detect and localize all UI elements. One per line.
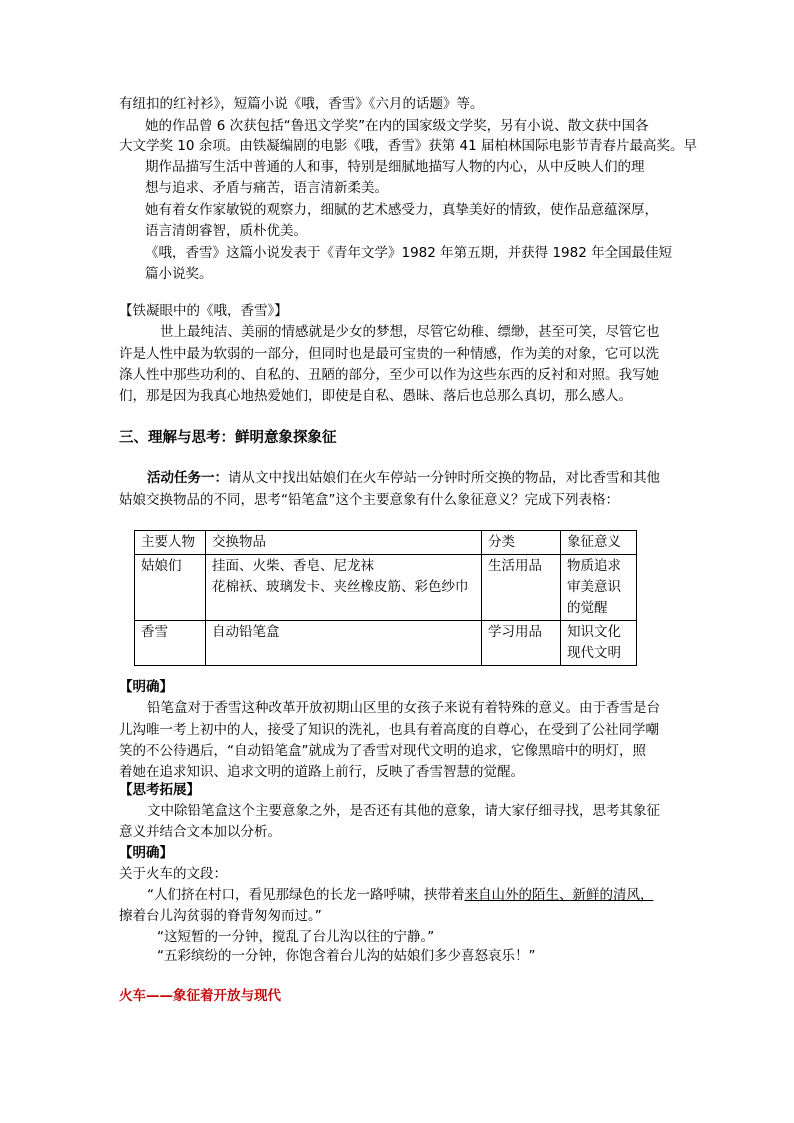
exchange-table xyxy=(134,530,637,666)
quote-1 xyxy=(147,885,654,905)
intro-line-2: 她的作品曾 6 次获包括“鲁迅文学奖”在内的国家级文学奖，另有小说、散文获中国各 xyxy=(145,118,649,134)
train-symbol-conclusion: 火车——象征着开放与现代 xyxy=(119,988,281,1004)
task-label: 活动任务一： xyxy=(147,470,228,486)
table-cell-person: 姑娘们 xyxy=(135,555,206,621)
answer-1-line-2: 儿沟唯一考上初中的人，接受了知识的洗礼，也具有着高度的自尊心，在受到了公社同学嘲 xyxy=(119,722,659,738)
intro-line-9: 篇小说奖。 xyxy=(145,266,213,282)
tiening-line-2: 许是人性中最为软弱的一部分，但同时也是最可宝贵的一种情感，作为美的对象，它可以洗 xyxy=(119,346,659,362)
tiening-line-4: 们，那是因为我真心地热爱她们，即使是自私、愚昧、落后也总那么真切，那么感人。 xyxy=(119,388,632,404)
quote-1-part-a: “人们挤在村口，看见那绿色的长龙一路呼啸，挟带着 xyxy=(147,887,465,903)
intro-line-1: 有纽扣的红衬衫》，短篇小说《哦，香雪》《六月的话题》等。 xyxy=(119,96,484,112)
meaning-line: 的觉醒 xyxy=(567,600,608,616)
table-header-cell: 主要人物 xyxy=(135,531,206,555)
table-header-row xyxy=(135,531,637,555)
answer-1-heading: 【明确】 xyxy=(119,679,173,695)
meaning-line: 现代文明 xyxy=(567,645,621,661)
extension-heading: 【思考拓展】 xyxy=(119,782,200,798)
intro-line-5: 想与追求、矛盾与痛苦，语言清新柔美。 xyxy=(145,180,388,196)
task-text-1: 请从文中找出姑娘们在火车停站一分钟时所交换的物品，对比香雪和其他 xyxy=(228,470,660,486)
intro-line-8: 《哦，香雪》这篇小说发表于《青年文学》1982 年第五期，并获得 1982 年全国最佳短 xyxy=(145,245,673,261)
task-line-1 xyxy=(147,468,660,488)
meaning-line: 物质追求 xyxy=(567,558,621,574)
answer-1-line-4: 着她在追求知识、追求文明的道路上前行，反映了香雪智慧的觉醒。 xyxy=(119,764,524,780)
extension-line-2: 意义并结合文本加以分析。 xyxy=(119,824,281,840)
table-header-cell: 交换物品 xyxy=(206,531,482,555)
table-header-cell: 象征意义 xyxy=(561,531,637,555)
answer-2-heading: 【明确】 xyxy=(119,845,173,861)
table-row xyxy=(135,555,637,621)
table-cell-items xyxy=(206,621,482,666)
intro-line-7: 语言清朗睿智，质朴优美。 xyxy=(145,223,307,239)
quote-2: “这短暂的一分钟，搅乱了台儿沟以往的宁静。” xyxy=(157,929,435,945)
table-cell-meaning xyxy=(561,621,637,666)
table-cell-meaning xyxy=(561,555,637,621)
item-line: 挂面、火柴、香皂、尼龙袜 xyxy=(212,558,374,574)
answer-1-line-3: 笑的不公待遇后，“自动铅笔盒”就成为了香雪对现代文明的追求，它像黑暗中的明灯，照 xyxy=(119,743,646,759)
item-line: 自动铅笔盒 xyxy=(212,624,280,640)
task-line-2: 姑娘交换物品的不同，思考“铅笔盒”这个主要意象有什么象征意义？完成下列表格： xyxy=(119,492,619,508)
intro-line-6: 她有着女作家敏锐的观察力，细腻的艺术感受力，真挚美好的情致，使作品意蕴深厚， xyxy=(145,202,658,218)
answer-1-line-1: 铅笔盒对于香雪这种改革开放初期山区里的女孩子来说有着特殊的意义。由于香雪是台 xyxy=(147,700,660,716)
item-line: 花棉袄、玻璃发卡、夹丝橡皮筋、彩色纱巾 xyxy=(212,579,469,595)
table-header-cell: 分类 xyxy=(482,531,561,555)
quote-3: “五彩缤纷的一分钟，你饱含着台儿沟的姑娘们多少喜怒哀乐！” xyxy=(157,948,536,964)
tiening-line-3: 涤人性中那些功利的、自私的、丑陋的部分，至少可以作为这些东西的反衬和对照。我写她 xyxy=(119,367,659,383)
tiening-line-1: 世上最纯洁、美丽的情感就是少女的梦想，尽管它幼稚、缥缈，甚至可笑，尽管它也 xyxy=(160,324,660,340)
quote-1-underlined: 来自山外的陌生、新鲜的清风， xyxy=(464,887,654,903)
table-cell-items xyxy=(206,555,482,621)
answer-2-line-1: 关于火车的文段： xyxy=(119,866,227,882)
table-cell-category: 学习用品 xyxy=(482,621,561,666)
meaning-line: 知识文化 xyxy=(567,624,621,640)
extension-line-1: 文中除铅笔盒这个主要意象之外，是否还有其他的意象，请大家仔细寻找，思考其象征 xyxy=(147,803,660,819)
table-row xyxy=(135,621,637,666)
section-3-heading: 三、理解与思考：鲜明意象探象征 xyxy=(119,430,337,446)
table-cell-category: 生活用品 xyxy=(482,555,561,621)
tiening-heading: 【铁凝眼中的《哦，香雪》】 xyxy=(119,303,288,319)
meaning-line: 审美意识 xyxy=(567,579,621,595)
table-cell-person: 香雪 xyxy=(135,621,206,666)
quote-1-cont: 擦着台儿沟贫弱的脊背匆匆而过。” xyxy=(119,908,322,924)
intro-line-3: 大文学奖 10 余项。由铁凝编剧的电影《哦，香雪》获第 41 届柏林国际电影节青春片最高奖。早 xyxy=(119,138,698,154)
intro-line-4: 期作品描写生活中普通的人和事，特别是细腻地描写人物的内心，从中反映人们的理 xyxy=(145,159,645,175)
